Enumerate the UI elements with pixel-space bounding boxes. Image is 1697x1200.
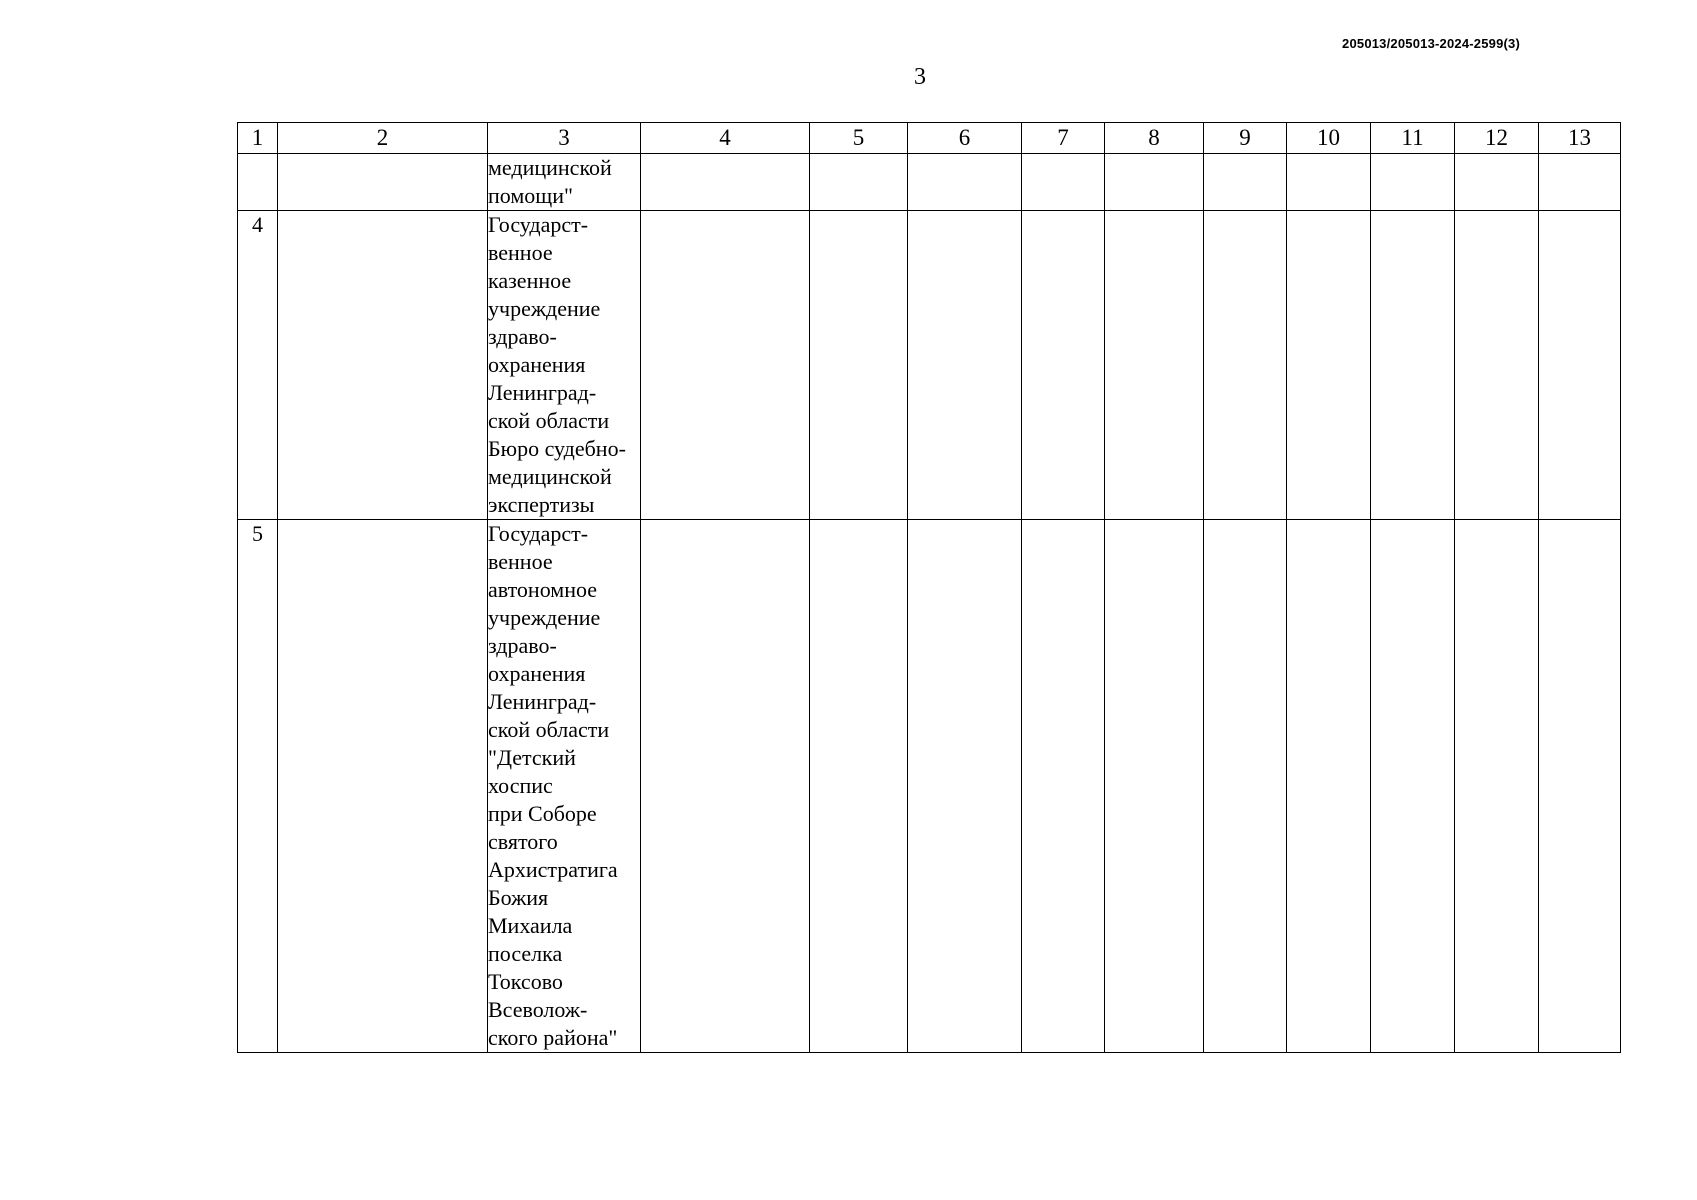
institution-name-line: казенное bbox=[488, 268, 572, 293]
empty-cell bbox=[641, 154, 810, 211]
institution-name-line: Токсово bbox=[488, 969, 563, 994]
column-header-11: 11 bbox=[1371, 123, 1455, 154]
institution-name-line: святого bbox=[488, 829, 558, 854]
institution-name-line: венное bbox=[488, 240, 553, 265]
institution-name-line: медицинской bbox=[488, 155, 612, 180]
empty-cell bbox=[1371, 520, 1455, 1053]
column-header-2: 2 bbox=[278, 123, 488, 154]
empty-cell bbox=[1371, 211, 1455, 520]
table-row bbox=[238, 211, 1621, 520]
institution-name-line: Архистратига bbox=[488, 857, 618, 882]
institution-name-line: Божия bbox=[488, 885, 549, 910]
empty-cell bbox=[1371, 154, 1455, 211]
empty-cell bbox=[1204, 211, 1287, 520]
empty-cell bbox=[1204, 520, 1287, 1053]
institution-name-line: Ленинград- bbox=[488, 380, 597, 405]
row-number-cell bbox=[238, 154, 278, 211]
institution-name-line: Ленинград- bbox=[488, 689, 597, 714]
institution-name-line: при Соборе bbox=[488, 801, 597, 826]
empty-cell bbox=[278, 154, 488, 211]
empty-cell bbox=[908, 154, 1022, 211]
institution-name-line: медицинской bbox=[488, 464, 612, 489]
column-header-3: 3 bbox=[488, 123, 641, 154]
data-table bbox=[237, 122, 1621, 1053]
empty-cell bbox=[1105, 211, 1204, 520]
column-header-10: 10 bbox=[1287, 123, 1371, 154]
institution-name-line: автономное bbox=[488, 577, 598, 602]
empty-cell bbox=[1539, 520, 1621, 1053]
institution-name-line: ского района" bbox=[488, 1025, 618, 1050]
empty-cell bbox=[1455, 520, 1539, 1053]
institution-name-line: охранения bbox=[488, 661, 586, 686]
column-header-9: 9 bbox=[1204, 123, 1287, 154]
column-header-1: 1 bbox=[238, 123, 278, 154]
institution-name-line: ской области bbox=[488, 717, 610, 742]
institution-name-line: поселка bbox=[488, 941, 563, 966]
empty-cell bbox=[1287, 154, 1371, 211]
institution-name-cell bbox=[488, 211, 641, 520]
institution-name-line: здраво- bbox=[488, 324, 557, 349]
institution-name-line: хоспис bbox=[488, 773, 553, 798]
empty-cell bbox=[278, 211, 488, 520]
institution-name-line: учреждение bbox=[488, 605, 601, 630]
institution-name-line: экспертизы bbox=[488, 492, 595, 517]
table-row bbox=[238, 154, 1621, 211]
institution-name-cell bbox=[488, 154, 641, 211]
institution-name-line: ской области bbox=[488, 408, 610, 433]
empty-cell bbox=[278, 520, 488, 1053]
empty-cell bbox=[810, 211, 908, 520]
empty-cell bbox=[1022, 211, 1105, 520]
empty-cell bbox=[1287, 520, 1371, 1053]
institution-name-line: Государст- bbox=[488, 212, 589, 237]
empty-cell bbox=[1022, 520, 1105, 1053]
column-header-4: 4 bbox=[641, 123, 810, 154]
empty-cell bbox=[908, 520, 1022, 1053]
institution-name-line: Государст- bbox=[488, 521, 589, 546]
institution-name-line: здраво- bbox=[488, 633, 557, 658]
empty-cell bbox=[1022, 154, 1105, 211]
column-header-6: 6 bbox=[908, 123, 1022, 154]
institution-name-line: охранения bbox=[488, 352, 586, 377]
empty-cell bbox=[1455, 211, 1539, 520]
empty-cell bbox=[908, 211, 1022, 520]
institution-name-line: Всеволож- bbox=[488, 997, 588, 1022]
empty-cell bbox=[1105, 154, 1204, 211]
institution-name-line: Бюро судебно- bbox=[488, 436, 626, 461]
institution-name-line: "Детский bbox=[488, 745, 576, 770]
column-header-13: 13 bbox=[1539, 123, 1621, 154]
institution-name-line: Михаила bbox=[488, 913, 573, 938]
institution-name-line: венное bbox=[488, 549, 553, 574]
column-header-7: 7 bbox=[1022, 123, 1105, 154]
empty-cell bbox=[1455, 154, 1539, 211]
institution-name-line: учреждение bbox=[488, 296, 601, 321]
header-row bbox=[238, 123, 1621, 154]
institution-name-line: помощи" bbox=[488, 183, 573, 208]
empty-cell bbox=[641, 520, 810, 1053]
row-number-cell: 5 bbox=[238, 520, 278, 1053]
empty-cell bbox=[1539, 211, 1621, 520]
empty-cell bbox=[1204, 154, 1287, 211]
empty-cell bbox=[810, 520, 908, 1053]
page-number: 3 bbox=[914, 64, 926, 90]
column-header-8: 8 bbox=[1105, 123, 1204, 154]
empty-cell bbox=[1539, 154, 1621, 211]
column-header-12: 12 bbox=[1455, 123, 1539, 154]
row-number-cell: 4 bbox=[238, 211, 278, 520]
empty-cell bbox=[641, 211, 810, 520]
document-id: 205013/205013-2024-2599(3) bbox=[1342, 36, 1520, 51]
column-header-5: 5 bbox=[810, 123, 908, 154]
empty-cell bbox=[810, 154, 908, 211]
institution-name-cell bbox=[488, 520, 641, 1053]
table-row bbox=[238, 520, 1621, 1053]
empty-cell bbox=[1287, 211, 1371, 520]
empty-cell bbox=[1105, 520, 1204, 1053]
